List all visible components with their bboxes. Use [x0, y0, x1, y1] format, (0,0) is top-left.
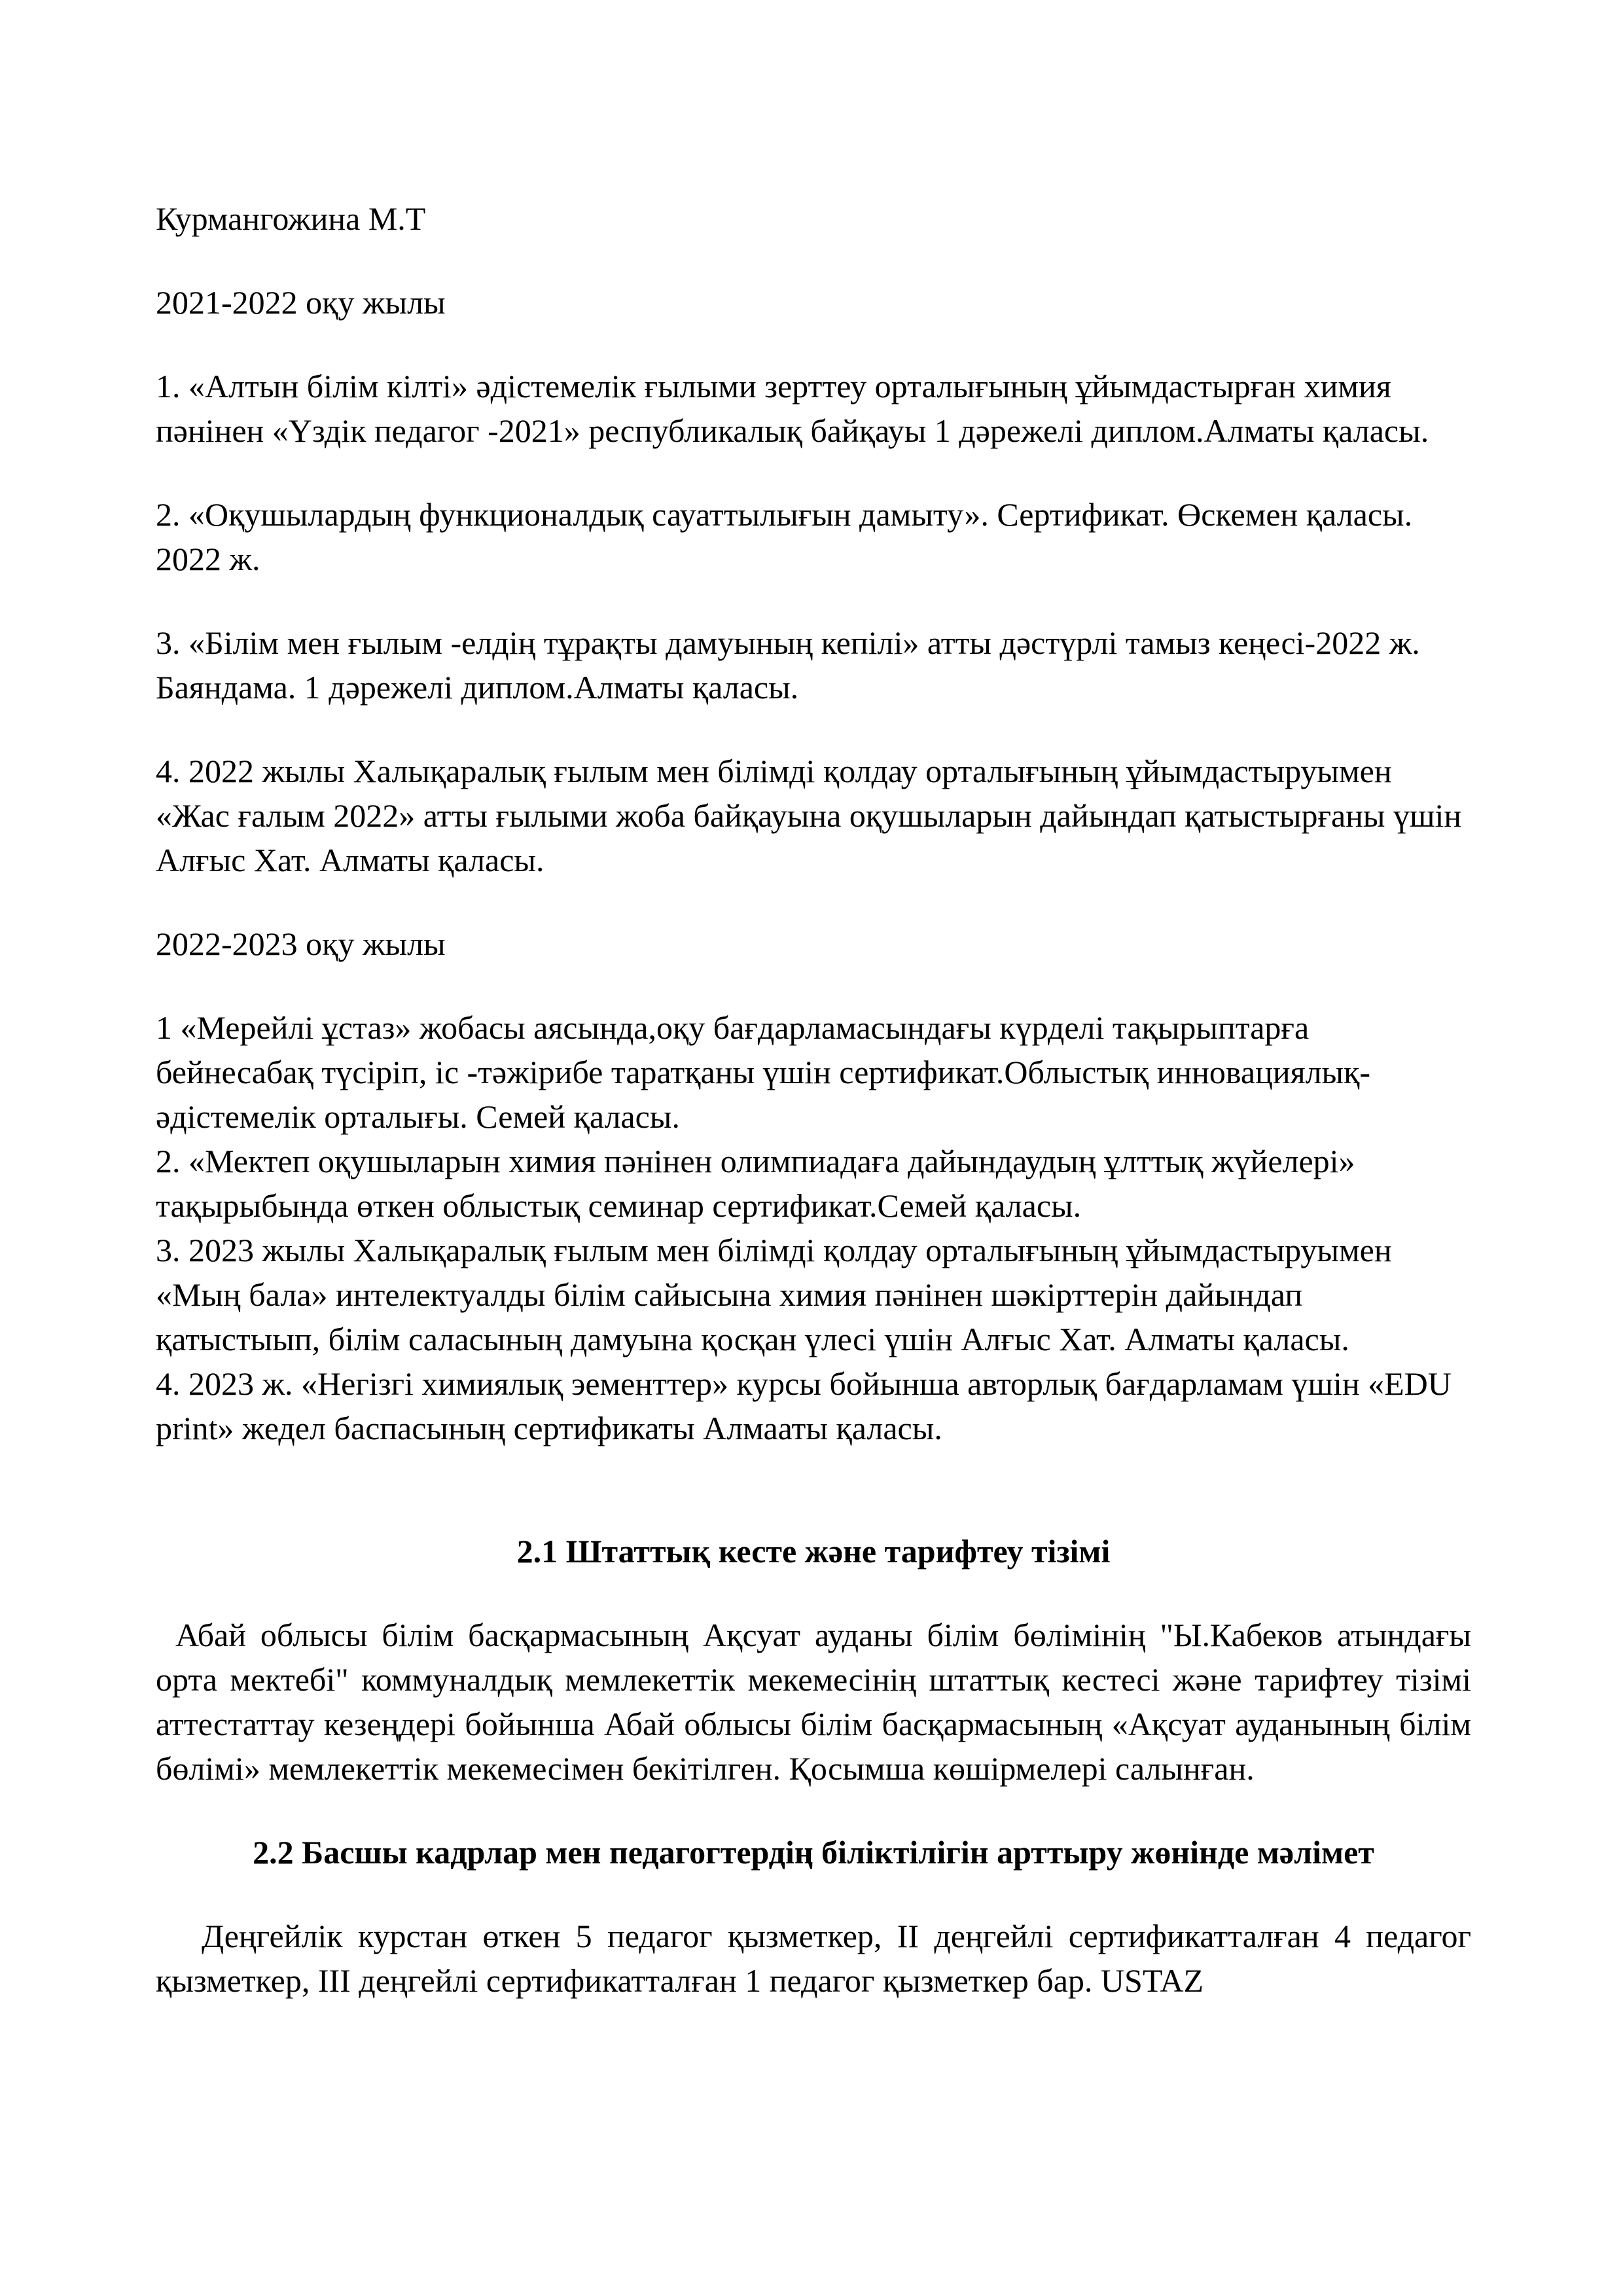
- author-name: Курмангожина М.Т: [156, 200, 426, 237]
- list-item: 2. «Оқушылардың функционалдық сауаттылығын дамыту». Сертификат. Өскемен қаласы. 2022 ж.: [156, 496, 1413, 577]
- section-heading-2-2: 2.2 Басшы кадрлар мен педагогтердің біліктілігін арттыру жөнінде мәлімет: [253, 1834, 1374, 1871]
- list-item: 4. 2023 ж. «Негізгі химиялық эементтер» курсы бойынша авторлық бағдарламам үшін «EDU print» жедел баспасының сертификаты Алмааты қаласы.: [156, 1365, 1452, 1446]
- list-item: 3. 2023 жылы Халықаралық ғылым мен білімді қолдау орталығының ұйымдастыруымен «Мың бала» интелектуалды білім сайысына химия пәнінен шәкірттерін дайындап қатыстыып, білім саласының дамуына қосқан үлесі үшін Алғыс Хат. Алматы қаласы.: [156, 1232, 1392, 1357]
- section-body-2-1: Абай облысы білім басқармасының Ақсуат ауданы білім бөлімінің "Ы.Кабеков атындағы орта мектебі" коммуналдық мемлекеттік мекемесінің штаттық кестесі және тарифтеу тізімі аттестаттау кезеңдері бойынша Абай облысы білім басқармасының «Ақсуат ауданының білім бөлімі» мемлекеттік мекемесімен бекітілген. Қосымша көшірмелері салынған.: [156, 1617, 1471, 1787]
- list-item: 2. «Мектеп оқушыларын химия пәнінен олимпиадаға дайындаудың ұлттық жүйелері» тақырыбында өткен облыстық семинар сертификат.Семей қаласы.: [156, 1143, 1355, 1224]
- document-page: [156, 196, 1471, 2042]
- list-item: 4. 2022 жылы Халықаралық ғылым мен білімді қолдау орталығының ұйымдастыруымен «Жас ғалым 2022» атты ғылыми жоба байқауына оқушыларын дайындап қатыстырғаны үшін Алғыс Хат. Алматы қаласы.: [156, 753, 1462, 878]
- section-body-2-2: Деңгейлік курстан өткен 5 педагог қызметкер, ІІ деңгейлі сертификатталған 4 педагог қызметкер, ІІІ деңгейлі сертификатталған 1 педагог қызметкер бар. USTAZ: [156, 1918, 1471, 1999]
- year-title-2022-2023: 2022-2023 оқу жылы: [156, 925, 446, 962]
- section-heading-2-1: 2.1 Штаттық кесте және тарифтеу тізімі: [516, 1533, 1111, 1570]
- list-item: 3. «Білім мен ғылым -елдің тұрақты дамуының кепілі» атты дәстүрлі тамыз кеңесі-2022 ж. Баяндама. 1 дәрежелі диплом.Алматы қаласы.: [156, 624, 1420, 706]
- list-item: 1. «Алтын білім кілті» әдістемелік ғылыми зерттеу орталығының ұйымдастырған химия пәнінен «Үздік педагог -2021» республикалық байқауы 1 дәрежелі диплом.Алматы қаласы.: [156, 368, 1429, 449]
- year-title-2021-2022: 2021-2022 оқу жылы: [156, 284, 446, 321]
- list-item: 1 «Мерейлі ұстаз» жобасы аясында,оқу бағдарламасындағы күрделі тақырыптарға бейнесабақ түсіріп, іс -тәжірибе таратқаны үшін сертификат.Облыстық инновациялық-әдістемелік орталығы. Семей қаласы.: [156, 1009, 1371, 1135]
